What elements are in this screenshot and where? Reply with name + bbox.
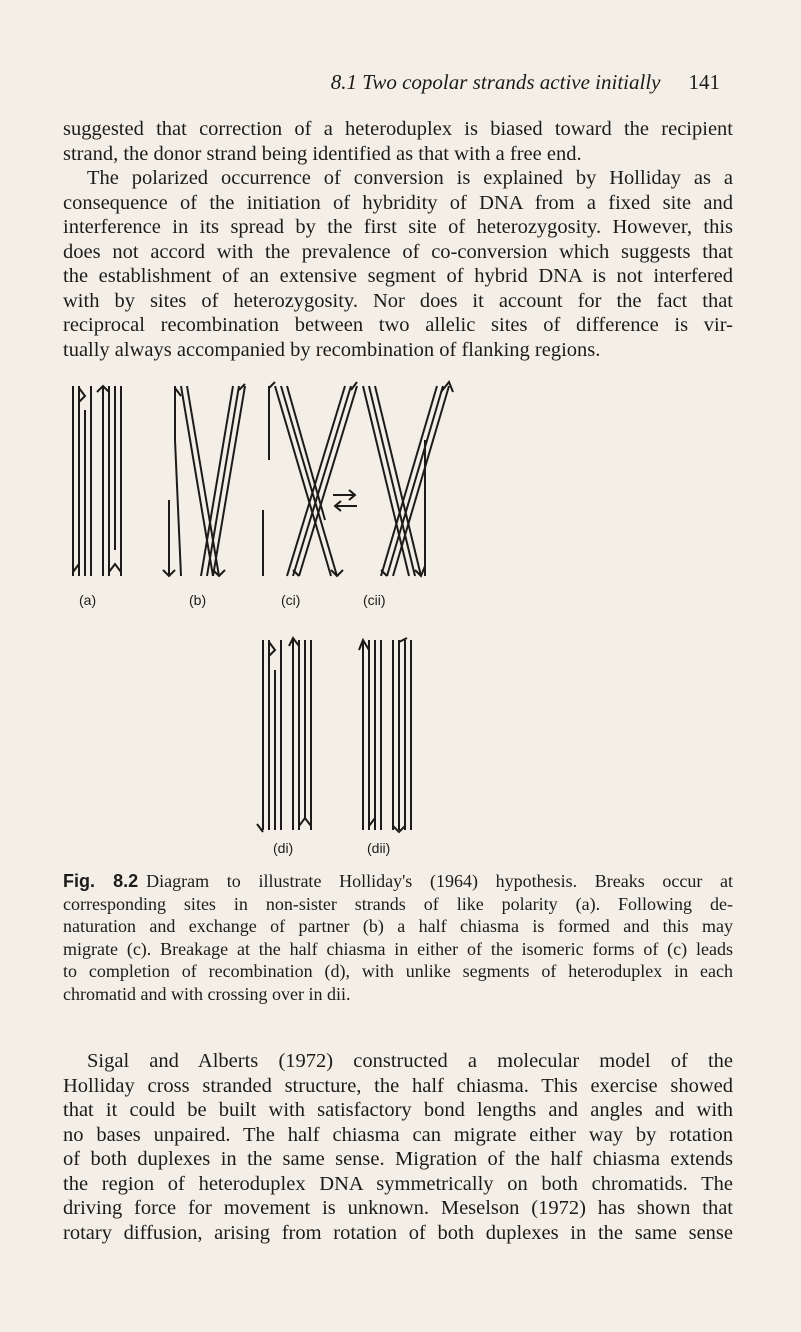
label-a: (a) [79, 592, 97, 608]
text-line: Holliday cross stranded structure, the half chiasma. This exercise showed [63, 1074, 733, 1097]
caption-line: corresponding sites in non-sister strands of like polarity (a). Following de- [63, 893, 733, 914]
section-title: 8.1 Two copolar strands active initially [330, 70, 661, 94]
body-paragraph-1 [63, 117, 733, 362]
text-line: The polarized occurrence of conversion is explained by Holliday as a [87, 167, 733, 189]
label-ci: (ci) [281, 592, 301, 608]
text-line: of both duplexes in the same sense. Migration of the half chiasma extends [63, 1148, 733, 1170]
text-line: Sigal and Alberts (1972) constructed a molecular model of the [87, 1050, 733, 1072]
migration-arrows [333, 490, 357, 511]
text-line: does not accord with the prevalence of co-conversion which suggests that [63, 240, 733, 263]
label-cii: (cii) [363, 592, 386, 608]
label-di: (di) [273, 840, 294, 856]
text-line: driving force for movement is unknown. Meselson (1972) has shown that [63, 1197, 733, 1219]
text-line: suggested that correction of a heteroduplex is biased toward the recipient [63, 118, 733, 140]
panel-ci-strands [263, 382, 357, 576]
label-b: (b) [189, 592, 207, 608]
panel-b-strands [163, 384, 245, 576]
figure-number: Fig. 8.2 [63, 871, 139, 891]
text-line: no bases unpaired. The half chiasma can migrate either way by rotation [63, 1123, 733, 1146]
panel-di-strands [257, 638, 311, 832]
caption-line: Fig. 8.2 Diagram to illustrate Holliday's (1964) hypothesis. Breaks occur at [63, 871, 733, 891]
panel-cii-strands [363, 382, 453, 576]
running-head [300, 70, 720, 95]
label-dii: (dii) [367, 840, 391, 856]
text-line: interference in its spread by the first site of heterozygosity. However, this [63, 216, 733, 238]
panel-a-strands [73, 386, 121, 576]
figure-caption [63, 870, 733, 1005]
caption-line: chromatid and with crossing over in dii. [63, 983, 351, 1004]
diagram-svg [63, 380, 733, 860]
text-line: that it could be built with satisfactory bond lengths and angles and with [63, 1099, 733, 1121]
text-line: strand, the donor strand being identified as that with a free end. [63, 142, 582, 165]
caption-line: naturation and exchange of partner (b) a half chiasma is formed and this may [63, 916, 733, 936]
figure-holliday-diagram [63, 380, 733, 860]
text-line: reciprocal recombination between two allelic sites of difference is vir- [63, 314, 733, 336]
text-line: the establishment of an extensive segment of hybrid DNA is not interfered [63, 265, 733, 287]
text-line: the region of heteroduplex DNA symmetrically on both chromatids. The [63, 1172, 733, 1195]
text-line: consequence of the initiation of hybridity of DNA from a fixed site and [63, 191, 733, 214]
text-line: tually always accompanied by recombination of flanking regions. [63, 338, 601, 361]
body-paragraph-2 [63, 1049, 733, 1245]
panel-dii-strands [359, 638, 411, 832]
text-line: with by sites of heterozygosity. Nor does it account for the fact that [63, 289, 733, 312]
caption-line: migrate (c). Breakage at the half chiasma in either of the isomeric forms of (c) leads [63, 938, 733, 959]
caption-line: to completion of recombination (d), with unlike segments of heteroduplex in each [63, 961, 733, 981]
page-number: 141 [688, 70, 720, 94]
text-line: rotary diffusion, arising from rotation of both duplexes in the same sense [63, 1221, 733, 1244]
